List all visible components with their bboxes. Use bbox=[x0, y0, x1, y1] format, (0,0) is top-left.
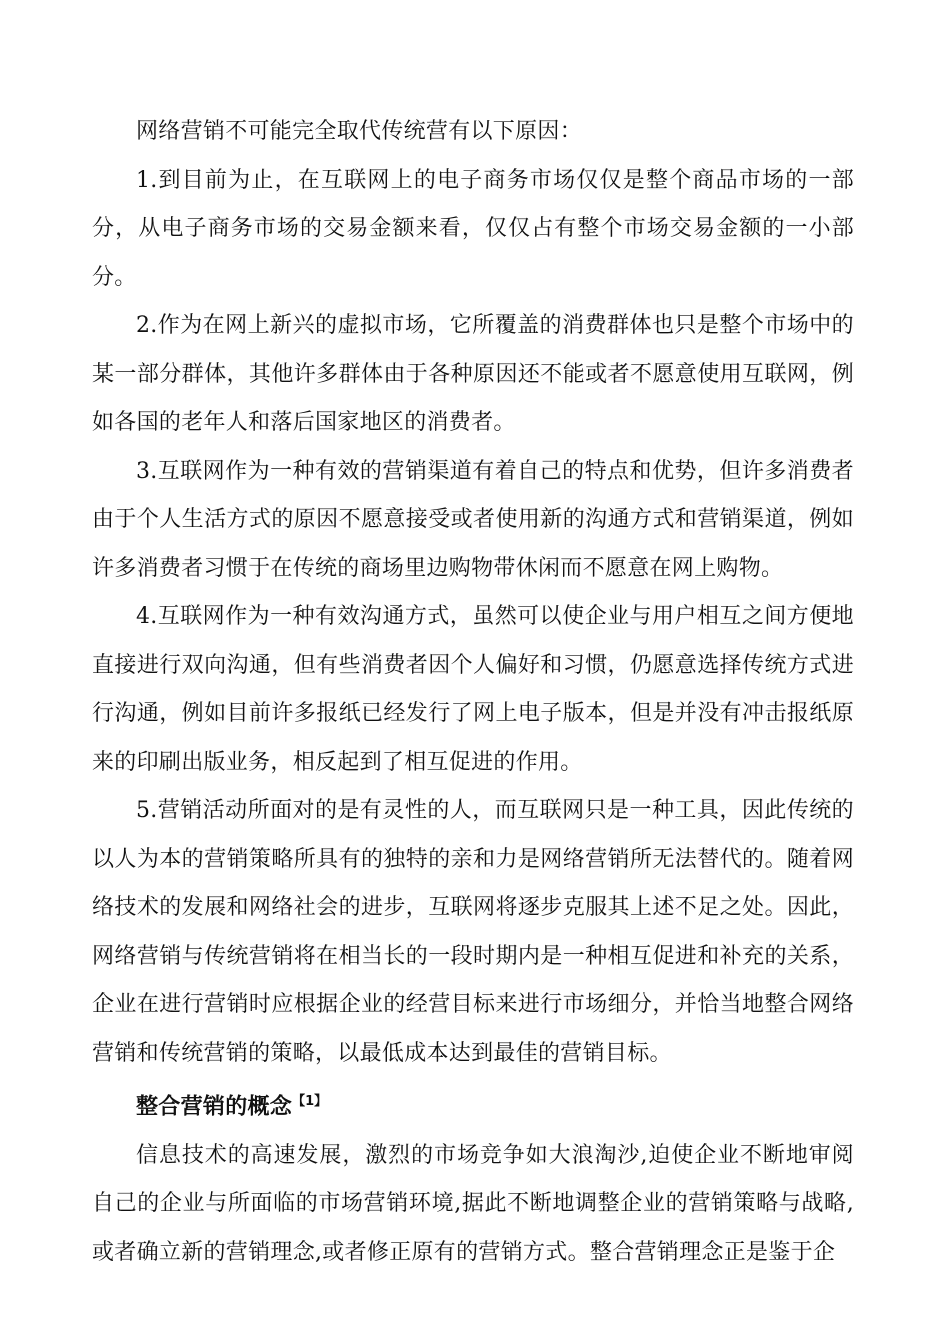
reason-paragraph-1: 1.到目前为止，在互联网上的电子商务市场仅仅是整个商品市场的一部分，从电子商务市场的交易金额来看，仅仅占有整个市场交易金额的一小部分。 bbox=[92, 167, 854, 290]
section-heading bbox=[92, 1078, 854, 1132]
reference-marker: 【1】 bbox=[292, 1094, 328, 1109]
section-heading-text: 整合营销的概念 bbox=[136, 1094, 293, 1120]
reason-paragraph-4: 4.互联网作为一种有效沟通方式，虽然可以使企业与用户相互之间方便地直接进行双向沟通，但有些消费者因个人偏好和习惯，仍愿意选择传统方式进行沟通，例如目前许多报纸已经发行了网上电子版本，但是并没有冲击报纸原来的印刷出版业务，相反起到了相互促进的作用。 bbox=[92, 604, 854, 775]
reason-paragraph-5: 5.营销活动所面对的是有灵性的人，而互联网只是一种工具，因此传统的以人为本的营销策略所具有的独特的亲和力是网络营销所无法替代的。随着网络技术的发展和网络社会的进步，互联网将逐步克服其上述不足之处。因此，网络营销与传统营销将在相当长的一段时期内是一种相互促进和补充的关系，企业在进行营销时应根据企业的经营目标来进行市场细分，并恰当地整合网络营销和传统营销的策略，以最低成本达到最佳的营销目标。 bbox=[92, 798, 854, 1066]
reason-paragraph-2: 2.作为在网上新兴的虚拟市场，它所覆盖的消费群体也只是整个市场中的某一部分群体，其他许多群体由于各种原因还不能或者不愿意使用互联网，例如各国的老年人和落后国家地区的消费者。 bbox=[92, 313, 854, 435]
closing-paragraph: 信息技术的高速发展，激烈的市场竞争如大浪淘沙,迫使企业不断地审阅自己的企业与所面临的市场营销环境,据此不断地调整企业的营销策略与战略,或者确立新的营销理念,或者修正原有的营销方式。整合营销理念正是鉴于企 bbox=[92, 1142, 854, 1265]
reason-paragraph-3: 3.互联网作为一种有效的营销渠道有着自己的特点和优势，但许多消费者由于个人生活方式的原因不愿意接受或者使用新的沟通方式和营销渠道，例如许多消费者习惯于在传统的商场里边购物带休闲而不愿意在网上购物。 bbox=[92, 458, 854, 581]
document-body bbox=[92, 108, 854, 1277]
intro-paragraph: 网络营销不可能完全取代传统营有以下原因： bbox=[136, 119, 583, 144]
